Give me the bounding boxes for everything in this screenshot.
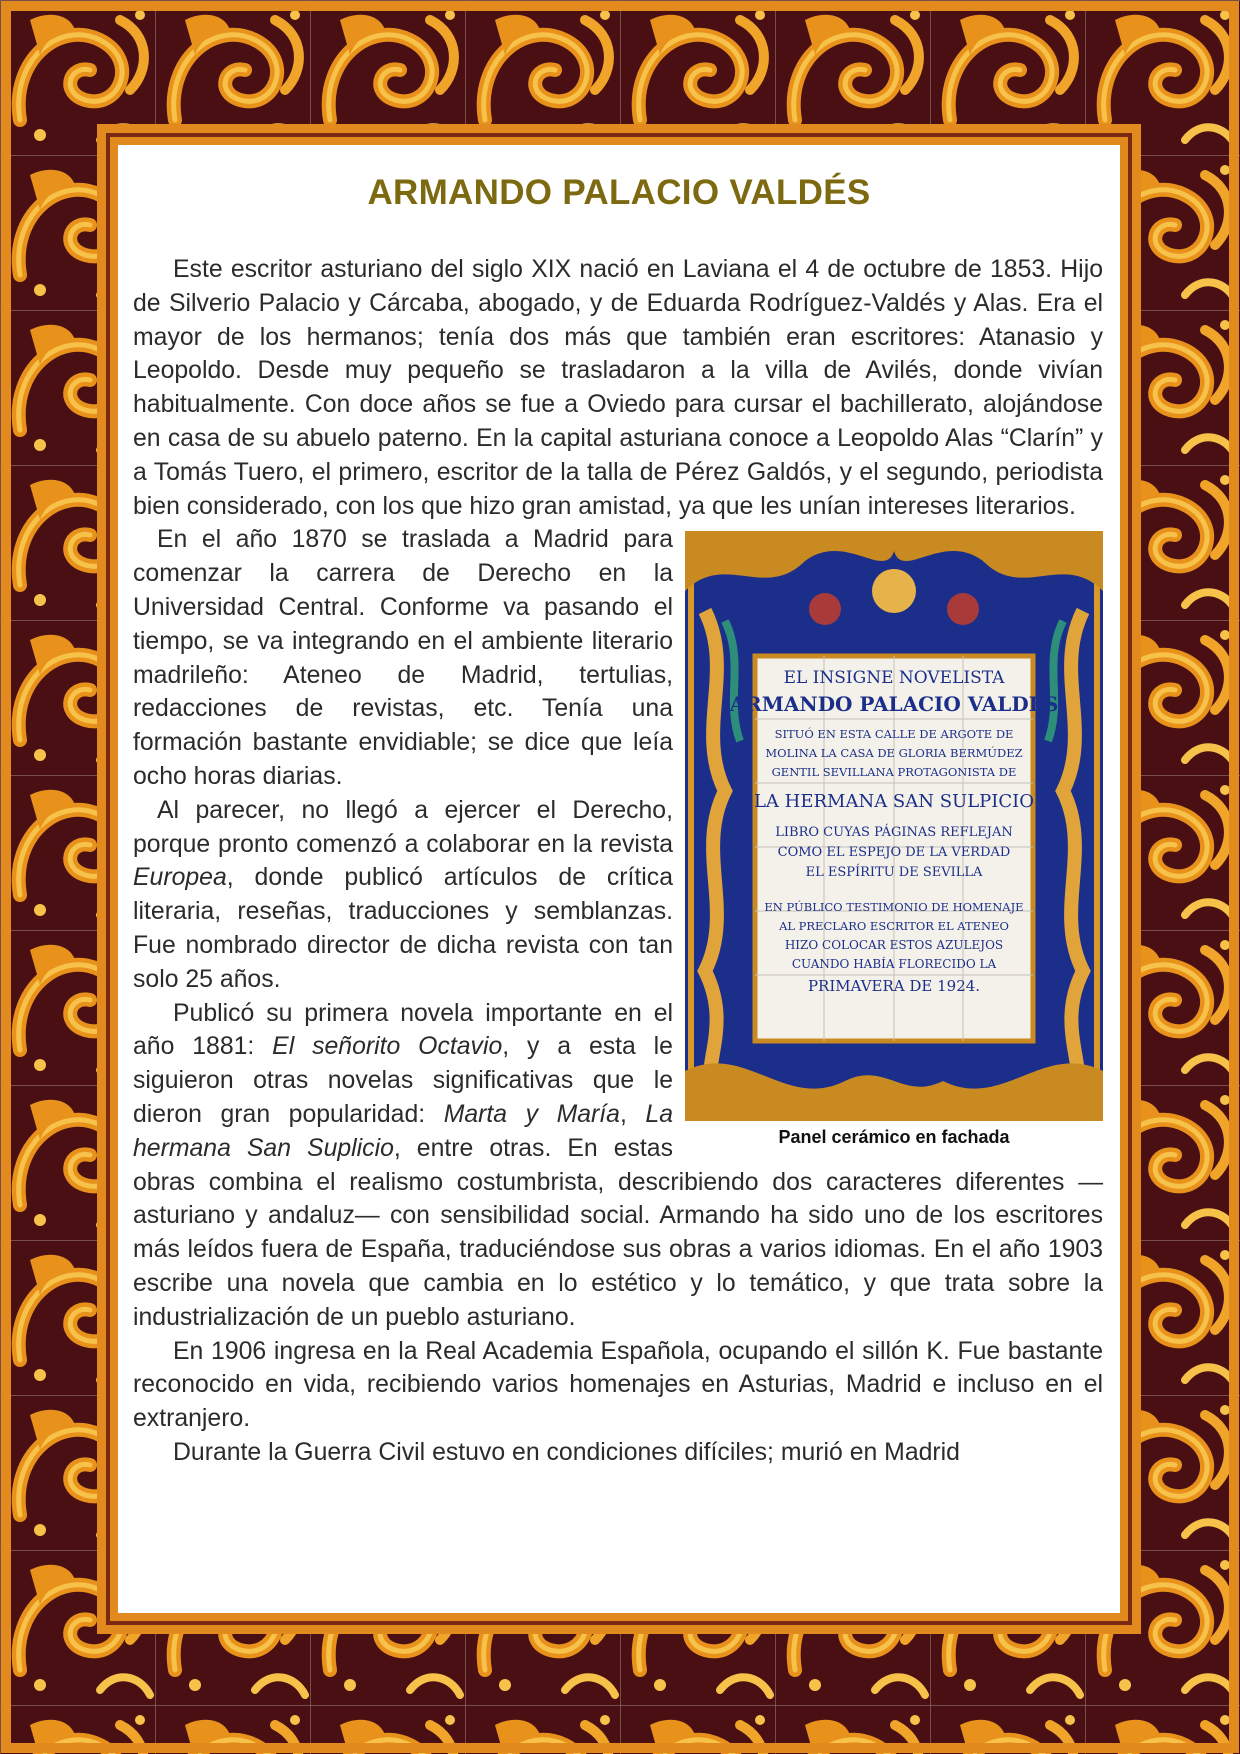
paragraph-6-text: Durante la Guerra Civil estuvo en condiciones difíciles; murió en Madrid <box>173 1438 960 1466</box>
paragraph-3-text-b: , donde publicó artículos de crítica literaria, reseñas, traducciones y semblanzas. Fue nombrado director de dicha revista con tan solo 25 años. <box>133 864 673 993</box>
article-body <box>133 253 1103 1470</box>
paragraph-4-text-c: , <box>619 1100 646 1128</box>
ceramic-panel-image <box>685 531 1103 1121</box>
panel-line-9: EL ESPÍRITU DE SEVILLA <box>805 865 983 881</box>
panel-line-2: ARMANDO PALACIO VALDÉS <box>729 692 1059 717</box>
figure-caption: Panel cerámico en fachada <box>778 1127 1010 1148</box>
novel-title-3: La hermana San Suplicio <box>133 1100 673 1162</box>
paragraph-6 <box>133 1436 1103 1470</box>
panel-line-6: LA HERMANA SAN SULPICIO <box>753 791 1035 813</box>
novel-title-1: El señorito Octavio <box>272 1033 503 1061</box>
panel-line-3: SITUÓ EN ESTA CALLE DE ARGOTE DE <box>774 727 1014 742</box>
paragraph-1 <box>133 253 1103 523</box>
paragraph-4-text-b: , y a esta le siguieron otras novelas significativas que le dieron gran popularidad: <box>133 1033 673 1128</box>
paragraph-4-text-d: , entre otras. En estas obras combina el realismo costumbrista, describiendo dos caracteres diferentes —asturiano y andaluz— con sensibilidad social. Armando ha sido uno de los escritores más leídos fuera de España, traduciéndose sus obras a varios idiomas. En el año 1903 escribe una novela que cambia en lo estético y lo temático, y que trata sobre la industrialización de un pueblo asturiano. <box>133 1134 1103 1331</box>
magazine-title-europea: Europea <box>133 864 227 892</box>
panel-line-8: COMO EL ESPEJO DE LA VERDAD <box>777 845 1011 861</box>
panel-line-11: AL PRECLARO ESCRITOR EL ATENEO <box>779 919 1009 934</box>
panel-line-10: EN PÚBLICO TESTIMONIO DE HOMENAJE <box>764 900 1024 915</box>
paragraph-5 <box>133 1335 1103 1436</box>
ceramic-panel-figure <box>685 531 1103 1151</box>
page-title: ARMANDO PALACIO VALDÉS <box>367 173 871 212</box>
panel-line-13: CUANDO HABÍA FLORECIDO LA <box>791 957 997 972</box>
paragraph-4-text-a: Publicó su primera novela importante en el año 1881: <box>133 999 673 1061</box>
panel-line-4: MOLINA LA CASA DE GLORIA BERMÚDEZ <box>765 746 1023 761</box>
paragraph-3-text-a: Al parecer, no llegó a ejercer el Derecho, porque pronto comenzó a colaborar en la revista <box>133 796 673 858</box>
paragraph-5-text: En 1906 ingresa en la Real Academia Española, ocupando el sillón K. Fue bastante reconocido en vida, recibiendo varios homenajes en Asturias, Madrid e incluso en el extranjero. <box>133 1337 1103 1433</box>
panel-line-7: LIBRO CUYAS PÁGINAS REFLEJAN <box>775 825 1013 841</box>
text-panel <box>118 145 1120 1613</box>
panel-line-12: HIZO COLOCAR ESTOS AZULEJOS <box>784 938 1004 953</box>
panel-line-14: PRIMAVERA DE 1924. <box>807 977 981 996</box>
panel-line-5: GENTIL SEVILLANA PROTAGONISTA DE <box>771 765 1017 780</box>
panel-line-1: EL INSIGNE NOVELISTA <box>783 668 1005 689</box>
paragraph-1-text: Este escritor asturiano del siglo XIX nació en Laviana el 4 de octubre de 1853. Hijo de Silverio Palacio y Cárcaba, abogado, y de Eduarda Rodríguez-Valdés y Alas. Era el mayor de los hermanos; tenía dos más que también eran escritores: Atanasio y Leopoldo. Desde muy pequeño se trasladaron a la villa de Avilés, donde vivían habitualmente. Con doce años se fue a Oviedo para cursar el bachillerato, alojándose en casa de su abuelo paterno. En la capital asturiana conoce a Leopoldo Alas “Clarín” y a Tomás Tuero, el primero, escritor de la talla de Pérez Galdós, y el segundo, periodista bien considerado, con los que hizo gran amistad, ya que les unían intereses literarios. <box>133 256 1103 520</box>
novel-title-2: Marta y María <box>443 1100 620 1128</box>
paragraph-2-text: En el año 1870 se traslada a Madrid para comenzar la carrera de Derecho en la Universidad Central. Conforme va pasando el tiempo, se va integrando en el ambiente literario madrileño: Ateneo de Madrid, tertulias, redacciones de revistas, etc. Tenía una formación bastante envidiable; se dice que leía ocho horas diarias. <box>133 526 673 790</box>
